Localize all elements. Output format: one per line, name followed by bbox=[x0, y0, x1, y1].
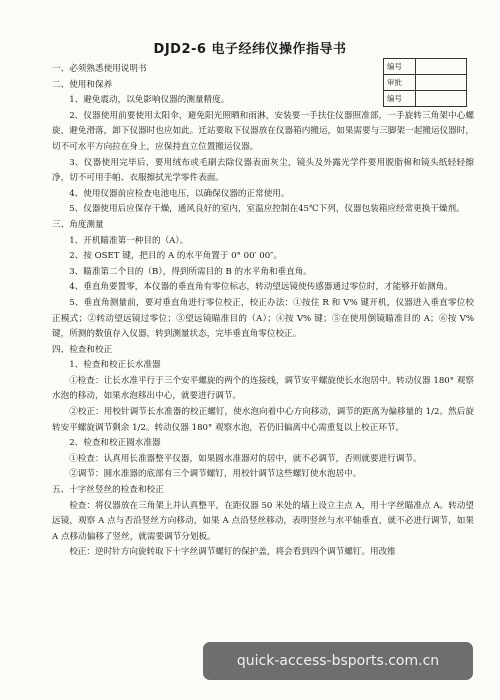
paragraph: ②调节：圆水准器的底部有三个调节螺钉，用校针调节这些螺钉使水泡居中。 bbox=[69, 469, 362, 480]
paragraph: 5、垂直角测量前，要对垂直角进行零位校正，校正办法：①按住 R 和 V% 键开机，仪器进入垂直零位校正模式；②转动望远镜过零位；③望远镜瞄准目的（A）；④按 V% 键；⑤在使用倒镜瞄准目的 A；⑥按 V% 键，所测的数值存入仪器，转到测量状态，完毕垂直角零位校正。 bbox=[52, 297, 474, 340]
paragraph: 2、检查和校正圆水准器 bbox=[69, 438, 161, 449]
paragraph: 4、垂直角要置零，本仪器的垂直角有零位标志，转动望远镜使传感器通过零位时，才能够开始测角。 bbox=[69, 282, 453, 293]
section-heading: 一、必须熟悉使用说明书 bbox=[52, 64, 147, 74]
section-heading: 二、使用和保养 bbox=[52, 79, 113, 90]
paragraph: 检查：将仪器放在三角架上并认真整平，在距仪器 50 米处的墙上设立主点 A，用十字丝瞄准点 A。转动望远镜，观察 A 点与否沿竖丝方向移动，如果 A 点沿竖丝移动，表明竖丝与水平轴垂直，就不必进行调节，如果 A 点移动偏移了竖丝，就需要调节分划板。 bbox=[52, 500, 474, 542]
document-body bbox=[52, 62, 474, 561]
paragraph: 1、避免震动，以免影响仪器的测量精度。 bbox=[69, 95, 230, 106]
paragraph: 校正：逆时针方向旋转取下十字丝调节螺钉的保护盖，将会看到四个调节螺钉。用改锥 bbox=[69, 547, 396, 558]
paragraph: 3、瞄准第二个目的（B），得到所需目的 B 的水平角和垂直角。 bbox=[69, 266, 312, 277]
section-heading: 四、检查和校正 bbox=[52, 344, 113, 355]
paragraph: ①检查：让长水准平行于三个安平螺旋的两个的连接线，调节安平螺旋使长水泡居中。转动仪器 180° 观察水泡的移动，如果水泡移出中心，就要进行调节。 bbox=[52, 375, 474, 402]
paragraph: 1、开机瞄准第一种目的（A）。 bbox=[69, 235, 189, 246]
approval-label: 编号 bbox=[384, 59, 416, 75]
paragraph: 3、仪器使用完毕后，要用绒布或毛刷去除仪器表面灰尘，镜头及外露光学件要用脱脂棉和镜头纸轻轻擦净，切不可用手帕、衣服擦拭光学零件表面。 bbox=[52, 157, 474, 184]
watermark-banner: quick-access-bsports.com.cn bbox=[203, 642, 473, 680]
paragraph: ①检查：认真用长准器整平仪器，如果圆水准器对的居中，就不必调节，否则就要进行调节。 bbox=[69, 453, 422, 464]
paragraph: 5、仪器使用后应保存干燥，通风良好的室内，室温应控制在45℃下列，仪器包装箱应经常更换干燥剂。 bbox=[69, 204, 465, 215]
section-heading: 三、角度测量 bbox=[52, 219, 104, 230]
approval-label: 编号 bbox=[384, 91, 416, 107]
approval-label: 审批 bbox=[384, 75, 416, 91]
paragraph: 4、使用仪器前应检查电池电压，以确保仪器的正常使用。 bbox=[69, 188, 290, 199]
paragraph: 2、按 OSET 键，把目的 A 的水平角置于 0° 00′ 00″。 bbox=[69, 251, 283, 262]
paragraph: 1、检查和校正长水准器 bbox=[69, 360, 161, 371]
document-title: DJD2-6 电子经纬仪操作指导书 bbox=[153, 42, 347, 57]
paragraph: ②校正：用校针调节长水准器的校正螺钉，使水泡向着中心方向移动，调节的距离为偏移量的 1/2。然后旋转安平螺旋调节剩余 1/2。转动仪器 180° 观察水泡，若仍旧偏离中心需重复以上校正环节。 bbox=[52, 407, 474, 433]
section-heading: 五、十字丝竖丝的检查和校正 bbox=[52, 485, 164, 496]
paragraph: 2、仪器使用前要使用太阳伞，避免阳光照晒和雨淋，安装要一手扶住仪器照准部，一手旋转三角架中心螺旋，避免滑落，卸下仪器时也应如此。迁站要取下仪器放在仪器箱内搬运，如果需要与三脚架一起搬运仪器时，切不可水平方向拉在身上，应保持直立位置搬运仪器。 bbox=[52, 110, 474, 152]
